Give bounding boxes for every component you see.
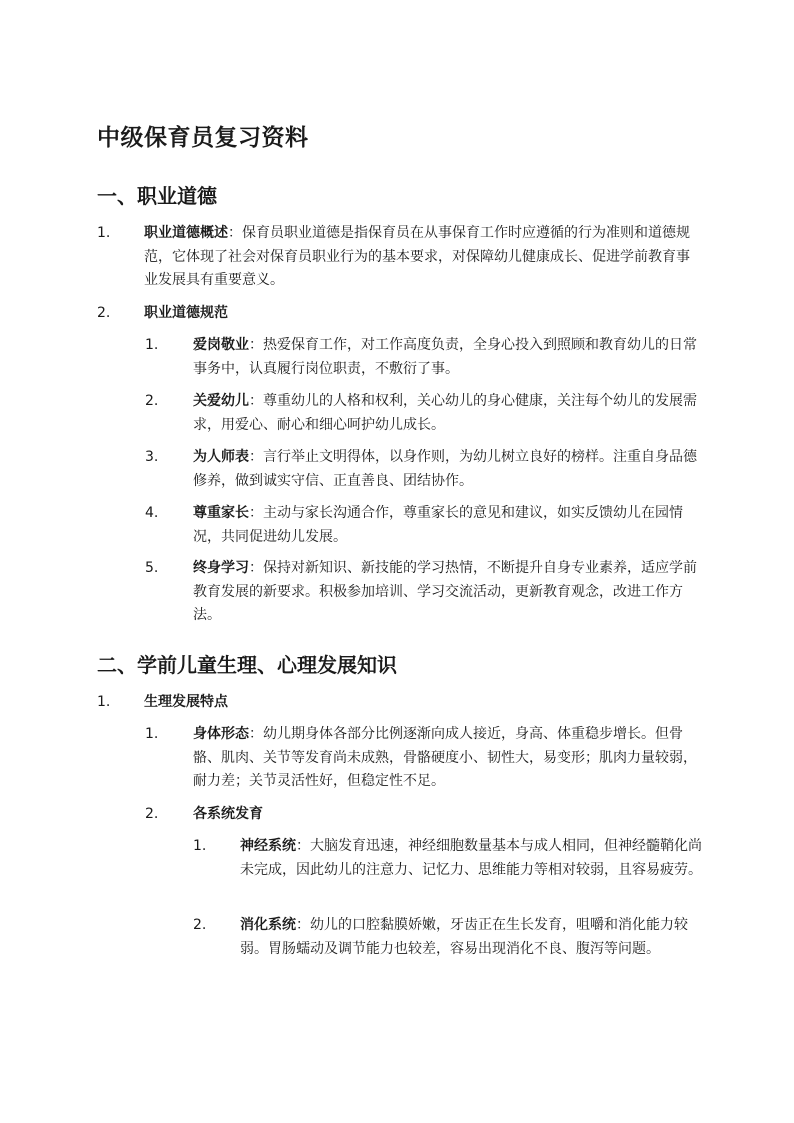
item-body: ：大脑发育迅速，神经细胞数量基本与成人相同，但神经髓鞘化尚未完成，因此幼儿的注意力、记忆力、思维能力等相对较弱，且容易疲劳。 <box>240 838 702 878</box>
list-number: 1. <box>97 694 111 710</box>
item-body: ：尊重幼儿的人格和权利，关心幼儿的身心健康，关注每个幼儿的发展需求，用爱心、耐心和细心呵护幼儿成长。 <box>193 393 697 433</box>
item-label: 终身学习 <box>193 560 249 576</box>
list-number: 4. <box>145 505 159 521</box>
list-number: 5. <box>145 560 159 576</box>
list-item-text <box>193 803 703 827</box>
list-item-text <box>193 723 703 794</box>
item-body: ：保持对新知识、新技能的学习热情，不断提升自身专业素养，适应学前教育发展的新要求。积极参加培训、学习交流活动，更新教育观念，改进工作方法。 <box>193 560 697 623</box>
item-label: 职业道德规范 <box>144 305 228 321</box>
item-body: ：言行举止文明得体，以身作则，为幼儿树立良好的榜样。注重自身品德修养，做到诚实守信、正直善良、团结协作。 <box>193 449 697 489</box>
item-label: 神经系统 <box>240 838 296 854</box>
list-item-text <box>240 835 703 882</box>
list-item-text <box>193 390 703 437</box>
item-label: 各系统发育 <box>193 806 263 822</box>
item-body: ：保育员职业道德是指保育员在从事保育工作时应遵循的行为准则和道德规范，它体现了社会对保育员职业行为的基本要求，对保障幼儿健康成长、促进学前教育事业发展具有重要意义。 <box>144 225 690 288</box>
list-number: 2. <box>97 305 111 321</box>
section-heading-development: 二、学前儿童生理、心理发展知识 <box>97 653 397 677</box>
item-body: ：主动与家长沟通合作，尊重家长的意见和建议，如实反馈幼儿在园情况，共同促进幼儿发展。 <box>193 505 683 545</box>
item-label: 生理发展特点 <box>144 694 228 710</box>
list-item-text <box>193 334 703 381</box>
list-number: 1. <box>193 838 207 854</box>
item-label: 尊重家长 <box>193 505 249 521</box>
item-label: 爱岗敬业 <box>193 337 249 353</box>
list-number: 3. <box>145 449 159 465</box>
list-item-text <box>193 502 703 549</box>
item-body: ：幼儿的口腔黏膜娇嫩，牙齿正在生长发育，咀嚼和消化能力较弱。胃肠蠕动及调节能力也较差，容易出现消化不良、腹泻等问题。 <box>240 917 688 957</box>
section-heading-ethics: 一、职业道德 <box>97 184 217 208</box>
list-number: 2. <box>145 806 159 822</box>
list-item-text <box>144 222 702 293</box>
list-number: 2. <box>145 393 159 409</box>
document-title: 中级保育员复习资料 <box>97 125 309 151</box>
list-item-text <box>193 557 703 628</box>
list-number: 1. <box>97 225 111 241</box>
item-body: ：幼儿期身体各部分比例逐渐向成人接近，身高、体重稳步增长。但骨骼、肌肉、关节等发育尚未成熟，骨骼硬度小、韧性大，易变形；肌肉力量较弱，耐力差；关节灵活性好，但稳定性不足。 <box>193 726 697 789</box>
item-label: 消化系统 <box>240 917 296 933</box>
list-item-text <box>193 446 703 493</box>
item-label: 职业道德概述 <box>144 225 228 241</box>
list-number: 2. <box>193 917 207 933</box>
list-number: 1. <box>145 337 159 353</box>
list-item-text <box>144 691 702 715</box>
item-label: 身体形态 <box>193 726 249 742</box>
item-body: ：热爱保育工作，对工作高度负责，全身心投入到照顾和教育幼儿的日常事务中，认真履行岗位职责，不敷衍了事。 <box>193 337 697 377</box>
list-item-text <box>144 302 702 326</box>
list-number: 1. <box>145 726 159 742</box>
item-label: 为人师表 <box>193 449 249 465</box>
list-item-text <box>240 914 703 961</box>
item-label: 关爱幼儿 <box>193 393 249 409</box>
